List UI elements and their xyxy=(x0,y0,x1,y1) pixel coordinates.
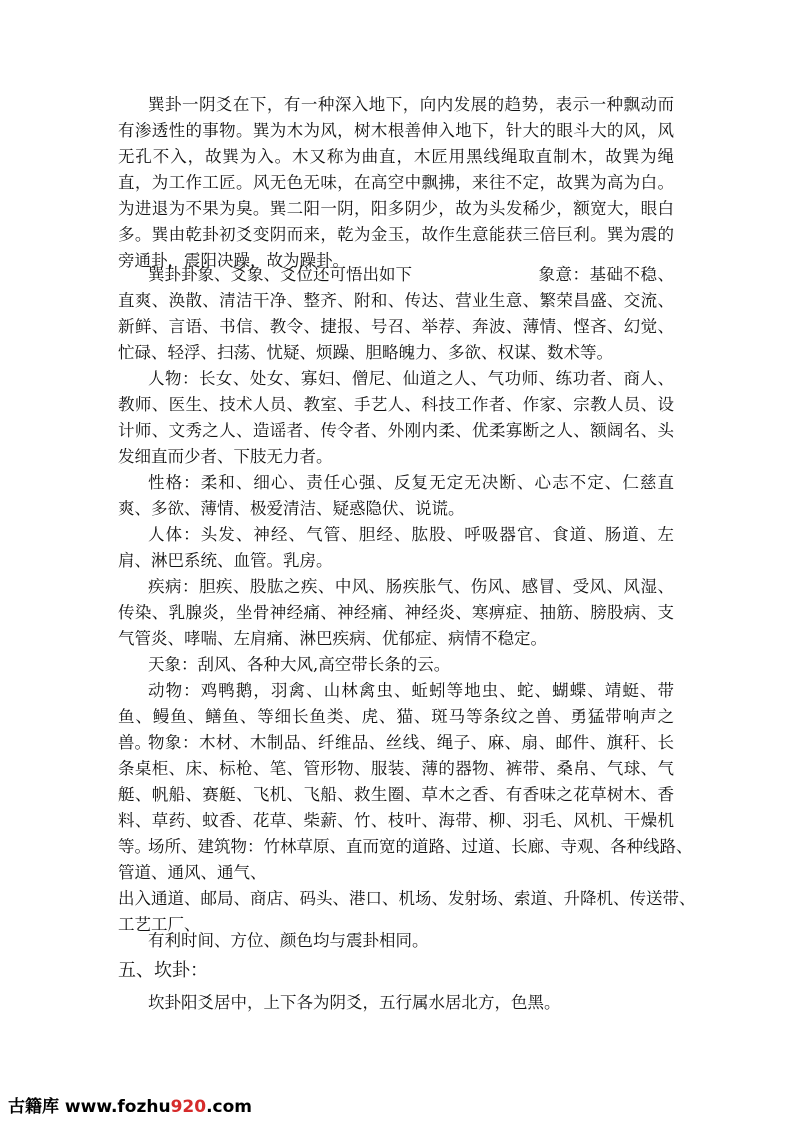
places-line: 场所、建筑物：竹林草原、直而宽的道路、过道、长廊、寺观、各种线路、 xyxy=(148,837,693,856)
meanings-list: 象意：基础不稳、直爽、涣散、清洁干净、整齐、附和、传达、营业生意、繁荣昌盛、交流、新鲜、言语、书信、教令、捷报、号召、举荐、奔波、薄情、悭吝、幻觉、忙碌、轻浮、扫荡、忧疑、烦躁、胆略魄力、多欲、权谋、数术等。 xyxy=(118,265,674,362)
paragraph-xun-intro: 巽卦一阴爻在下，有一种深入地下，向内发展的趋势，表示一种飘动而有渗透性的事物。巽为木为风，树木根善伸入地下，针大的眼斗大的风，风无孔不入，故巽为入。木又称为曲直，木匠用黑线绳取直制木，故巽为绳直，为工作工匠。风无色无味，在高空中飘拂，来往不定，故巽为高为白。为进退为不果为臭。巽二阳一阴，阳多阴少，故为头发稀少，额宽大，眼白多。巽由乾卦初爻变阴而来，乾为金玉，故作生意能获三倍巨利。巽为震的旁通卦，震阳决躁，故为躁卦。 xyxy=(118,95,674,270)
meanings-lead: 巽卦卦象、爻象、爻位还可悟出如下 xyxy=(148,265,412,284)
section-heading-kan: 五、坎卦： xyxy=(118,960,208,981)
places-line: 管道、通风、通气、 xyxy=(118,863,267,882)
paragraph-weather: 天象：刮风、各种大风,高空带长条的云。 xyxy=(148,655,451,674)
paragraph-places xyxy=(118,834,696,938)
site-url-suffix: .com xyxy=(206,1097,253,1117)
places-line: 工艺工厂、 xyxy=(118,915,201,934)
site-url-prefix: www.fozhu xyxy=(64,1097,171,1117)
paragraph-animals: 动物：鸡鸭鹅，羽禽、山林禽虫、蚯蚓等地虫、蛇、蝴蝶、靖蜓、带鱼、鳗鱼、鳝鱼、等细长鱼类、虎、猫、斑马等条纹之兽、勇猛带响声之兽。 xyxy=(118,681,674,752)
paragraph-body-parts: 人体：头发、神经、气管、胆经、肱股、呼吸器官、食道、肠道、左肩、淋巴系统、血管。乳房。 xyxy=(118,525,674,570)
site-name: 古籍库 xyxy=(8,1097,59,1117)
paragraph-character: 性格：柔和、细心、责任心强、反复无定无决断、心志不定、仁慈直爽、多欲、薄情、极爱清洁、疑惑隐伏、说谎。 xyxy=(118,473,674,518)
site-url-number: 920 xyxy=(170,1097,207,1117)
places-line: 出入通道、邮局、商店、码头、港口、机场、发射场、索道、升降机、传送带、 xyxy=(118,889,696,908)
paragraph-diseases: 疾病：胆疾、股肱之疾、中风、肠疾胀气、伤风、感冒、受风、风湿、传染、乳腺炎，坐骨神经痛、神经痛、神经炎、寒痹症、抽筋、膀股病、支气管炎、哮喘、左肩痛、淋巴疾病、优郁症、病情不稳定。 xyxy=(118,577,674,648)
paragraph-objects: 物象：木材、木制品、纤维品、丝线、绳子、麻、扇、邮件、旗秆、长条桌柜、床、标枪、笔、管形物、服装、薄的器物、裤带、桑帛、气球、气艇、帆船、赛艇、飞机、飞船、救生圈、草木之香、有香味之花草树木、香料、草药、蚊香、花草、柴薪、竹、枝叶、海带、柳、羽毛、风机、干燥机等。 xyxy=(118,733,674,856)
paragraph-same-as-zhen: 有利时间、方位、颜色均与震卦相同。 xyxy=(148,931,429,950)
paragraph-people: 人物：长女、处女、寡妇、僧尼、仙道之人、气功师、练功者、商人、教师、医生、技术人员、教室、手艺人、科技工作者、作家、宗教人员、设计师、文秀之人、造谣者、传令者、外刚内柔、优柔寡断之人、额阔名、头发细直而少者、下肢无力者。 xyxy=(118,369,674,466)
paragraph-xun-meanings xyxy=(118,262,674,366)
paragraph-kan-intro: 坎卦阳爻居中，上下各为阴爻，五行属水居北方，色黑。 xyxy=(148,993,561,1012)
site-watermark xyxy=(8,1092,252,1117)
